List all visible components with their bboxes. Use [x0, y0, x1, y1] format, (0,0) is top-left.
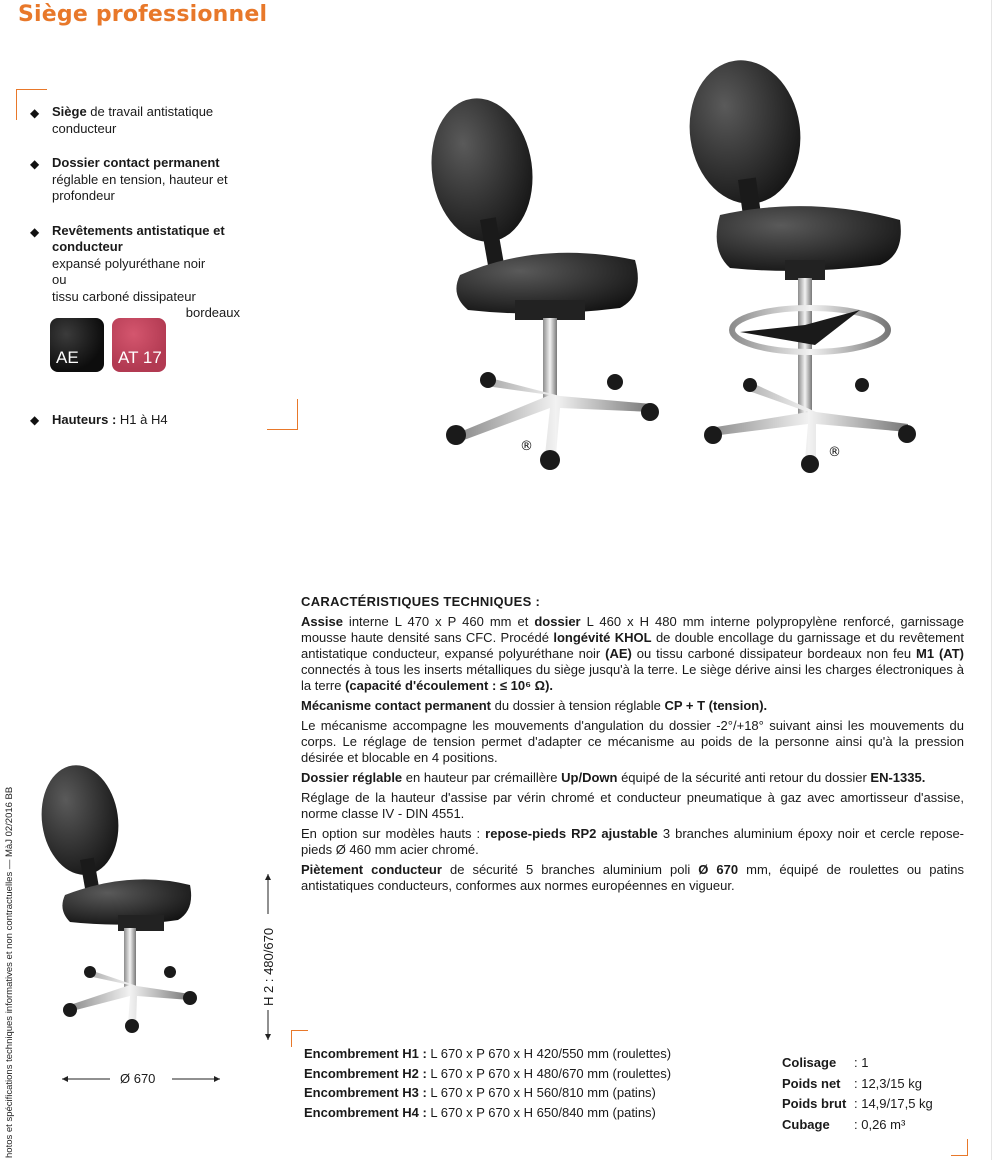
tech-paragraph-reglage: Réglage de la hauteur d'assise par vérin chromé et conducteur pneumatique à gaz avec amortisseur d'assise, norme classe IV - DIN 4551.: [301, 790, 964, 821]
feature-hauteurs: [30, 412, 168, 427]
height-label: H 2 : 480/670: [261, 927, 276, 1006]
swatch-label: AT 17: [118, 348, 162, 367]
encombrement-row: Encombrement H2 : L 670 x P 670 x H 480/670 mm (roulettes): [304, 1065, 672, 1081]
swatch-at17: [112, 318, 166, 372]
tech-paragraph-pietement: Piètement conducteur de sécurité 5 branches aluminium poli Ø 670 mm, équipé de roulettes ou patins antistatiques conducteurs, conformes aux normes européennes en vigueur.: [301, 862, 964, 893]
technical-characteristics: [301, 594, 964, 898]
corner-bracket-features-bottom: [267, 399, 298, 430]
product-photos: [420, 60, 940, 480]
spec-row: Colisage : 1: [782, 1055, 869, 1070]
spec-row: Poids brut : 14,9/17,5 kg: [782, 1096, 933, 1112]
diameter-label: Ø 670: [120, 1071, 156, 1086]
feature-text: H1 à H4: [116, 412, 168, 427]
corner-bracket-bottom-right: [951, 1139, 968, 1156]
diamond-bullet-icon: ◆: [30, 157, 40, 171]
page-edge-rule: [991, 0, 992, 1160]
tech-paragraph-dossier: Dossier réglable en hauteur par crémaillère Up/Down équipé de la sécurité anti retour du dossier EN-1335.: [301, 770, 926, 785]
encombrement-row: Encombrement H3 : L 670 x P 670 x H 560/810 mm (patins): [304, 1085, 656, 1101]
diamond-bullet-icon: ◆: [30, 413, 40, 427]
tech-paragraph-assise: Assise interne L 470 x P 460 mm et dossier L 460 x H 480 mm interne polypropylène renforcé, garnissage mousse haute densité sans CFC. Procédé longévité KHOL de double encollage du garnissage et du revêtement antistatique conducteur, expansé polyuréthane noir (AE) ou tissu carboné dissipateur bordeaux non feu M1 (AT) connectés à tous les inserts métalliques du siège jusqu'à la terre. Le siège dérive ainsi les charges électroniques à la terre (capacité d'écoulement : ≤ 10⁶ Ω).: [301, 614, 965, 693]
feature-text: de travail antistatique conducteur: [52, 104, 214, 136]
dimension-chair-image: [40, 760, 210, 1040]
feature-bold: Revêtements antistatique et conducteur: [52, 222, 225, 254]
feature-bold: Siège: [52, 104, 87, 119]
feature-text: expansé polyuréthane noir: [52, 255, 206, 271]
high-chair-image: [681, 60, 916, 473]
tech-paragraph-angulation: Le mécanisme accompagne les mouvements d'angulation du dossier -2°/+18° suivant ainsi les mouvements du corps. Le réglage de tension permet d'adapter ce mécanisme au poids de la personne ainsi qu'à la pression désirée et blocable en 4 positions.: [301, 718, 964, 765]
spec-row: Cubage : 0,26 m³: [782, 1116, 906, 1132]
side-disclaimer: hotos et spécifications techniques informatives et non contractuelles — MàJ 02/2016 BB: [4, 786, 15, 1158]
encombrement-row: Encombrement H1 : L 670 x P 670 x H 420/550 mm (roulettes): [304, 1046, 672, 1061]
feature-bold: Hauteurs :: [52, 412, 117, 427]
tech-heading: CARACTÉRISTIQUES TECHNIQUES :: [301, 594, 541, 609]
page-title: Siège professionnel: [18, 2, 268, 27]
feature-text: réglable en tension, hauteur et profondeur: [52, 171, 228, 203]
registered-mark: ®: [520, 439, 533, 454]
encombrement-row: Encombrement H4 : L 670 x P 670 x H 650/840 mm (patins): [304, 1104, 656, 1120]
diamond-bullet-icon: ◆: [30, 106, 40, 120]
tech-paragraph-option: En option sur modèles hauts : repose-pieds RP2 ajustable 3 branches aluminium époxy noir et cercle repose-pieds Ø 460 mm acier chromé.: [301, 826, 965, 857]
low-chair-image: [422, 92, 659, 470]
swatch-ae: [50, 318, 104, 372]
swatch-label: AE: [56, 348, 79, 367]
feature-item: [30, 223, 250, 322]
tech-paragraph-mecanisme: Mécanisme contact permanent du dossier à tension réglable CP + T (tension).: [301, 698, 768, 713]
feature-item: [30, 104, 250, 137]
feature-list: [30, 104, 250, 340]
feature-bold: Dossier contact permanent: [52, 155, 220, 170]
encombrement-list: [304, 1044, 671, 1122]
registered-mark: ®: [828, 445, 841, 460]
feature-item: [30, 155, 250, 205]
feature-text: tissu carboné dissipateur: [52, 288, 196, 304]
feature-text: bordeaux: [185, 305, 240, 320]
spec-row: Poids net : 12,3/15 kg: [782, 1075, 922, 1091]
diamond-bullet-icon: ◆: [30, 224, 40, 239]
packaging-specs: [782, 1053, 933, 1135]
feature-text: ou: [52, 272, 67, 287]
